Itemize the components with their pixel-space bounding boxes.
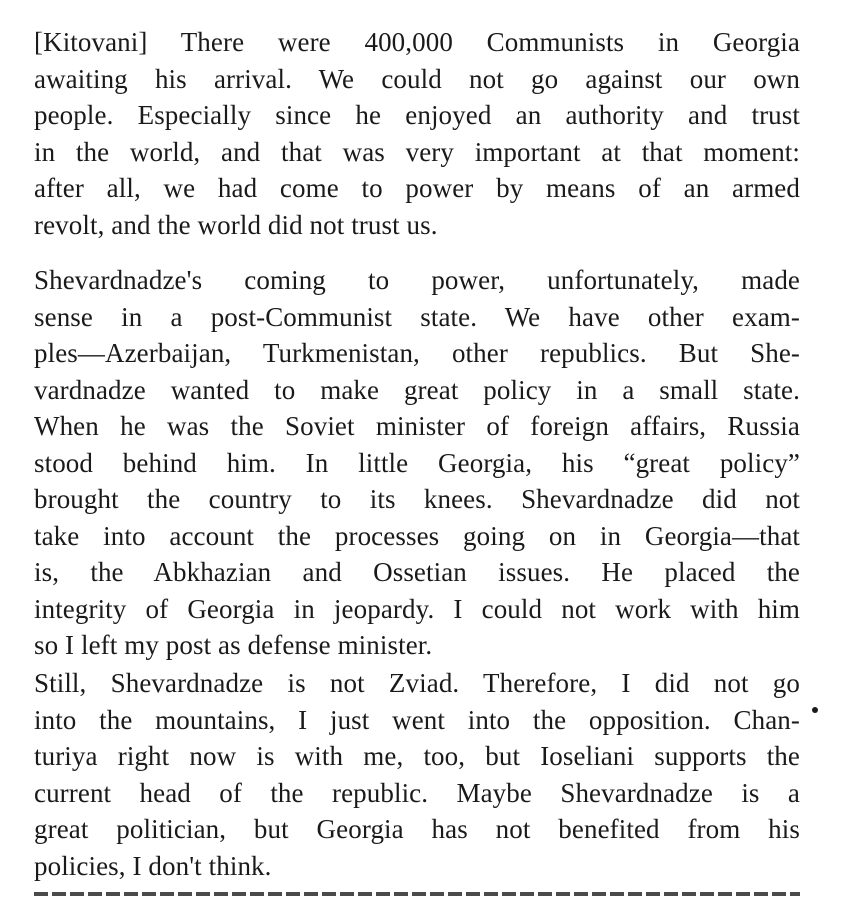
text-line: brought the country to its knees. Shevardnadze did not (34, 484, 800, 514)
text-line: Shevardnadze's coming to power, unfortunately, made (34, 265, 800, 295)
cut-off-text-line (34, 888, 800, 898)
paragraph-3 (34, 665, 800, 884)
text-line: awaiting his arrival. We could not go against our own (34, 63, 800, 94)
paragraph-1 (34, 24, 800, 243)
text-line: integrity of Georgia in jeopardy. I could not work with him (34, 593, 800, 624)
text-line: turiya right now is with me, too, but Ioseliani supports the (34, 741, 800, 771)
text-line: take into account the processes going on in Georgia—that (34, 520, 800, 551)
text-line: [Kitovani] There were 400,000 Communists in Georgia (34, 27, 800, 57)
text-line: so I left my post as defense minister. (34, 630, 433, 660)
text-line: When he was the Soviet minister of foreign affairs, Russia (34, 411, 800, 441)
paragraph-2 (34, 262, 800, 664)
text-line: Still, Shevardnadze is not Zviad. Therefore, I did not go (34, 668, 800, 698)
text-line: people. Especially since he enjoyed an authority and trust (34, 100, 800, 130)
cut-off-text-fragment (34, 892, 800, 896)
text-line: ples—Azerbaijan, Turkmenistan, other republics. But She- (34, 338, 800, 368)
text-line: stood behind him. In little Georgia, his “great policy” (34, 447, 800, 478)
text-line: is, the Abkhazian and Ossetian issues. He placed the (34, 557, 800, 587)
text-line: current head of the republic. Maybe Shevardnadze is a (34, 777, 800, 808)
text-line: in the world, and that was very important at that moment: (34, 136, 800, 167)
text-line: into the mountains, I just went into the opposition. Chan- (34, 704, 800, 735)
text-line: revolt, and the world did not trust us. (34, 209, 438, 240)
text-line: great politician, but Georgia has not benefited from his (34, 814, 800, 844)
margin-dot (812, 707, 818, 713)
text-line: policies, I don't think. (34, 850, 272, 881)
text-line: sense in a post-Communist state. We have other exam- (34, 301, 800, 332)
text-line: after all, we had come to power by means of an armed (34, 173, 800, 203)
text-line: vardnadze wanted to make great policy in a small state. (34, 374, 800, 405)
